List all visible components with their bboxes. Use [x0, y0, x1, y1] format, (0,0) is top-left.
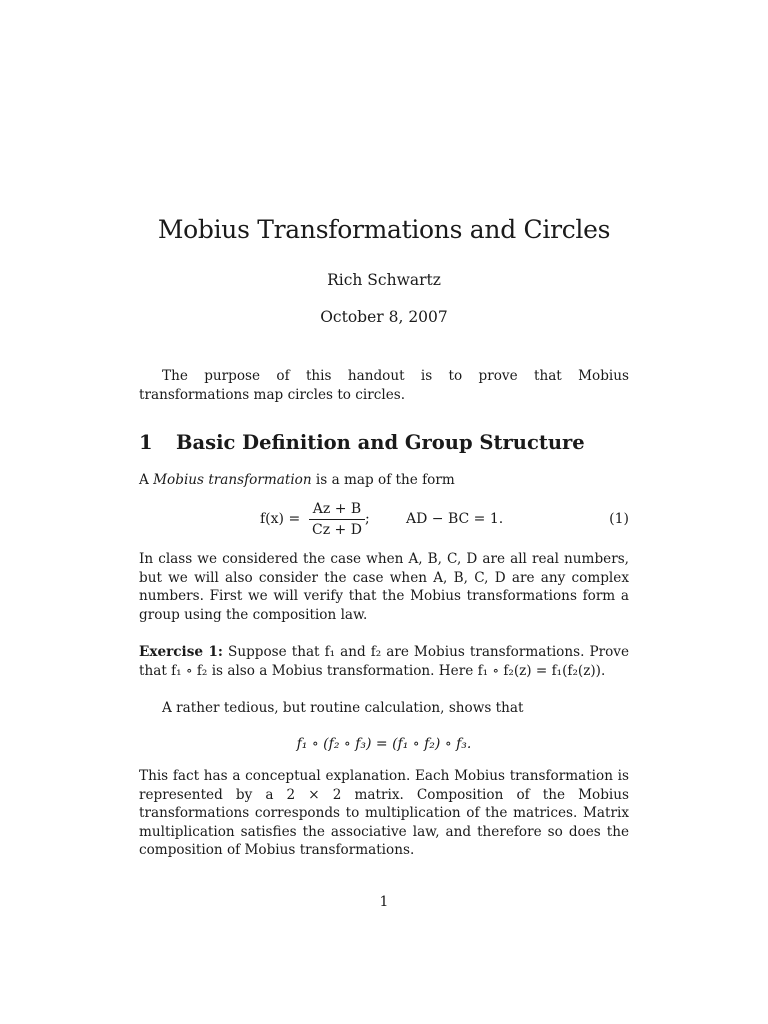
- exercise-1: [139, 643, 629, 680]
- tedious-paragraph: A rather tedious, but routine calculation, shows that: [162, 700, 524, 716]
- definition-term: Mobius transformation: [153, 472, 312, 488]
- exercise-1-text: Suppose that f₁ and f₂ are Mobius transformations. Prove that f₁ ∘ f₂ is also a Mobius transformation. Here f₁ ∘ f₂(z) = f₁(f₂(z)).: [139, 644, 630, 679]
- conceptual-paragraph: This fact has a conceptual explanation. Each Mobius transformation is represented by a 2 × 2 matrix. Composition of the Mobius transformations corresponds to multiplication of the matrices. Matrix multiplication satisfies the associative law, and therefore so does the composition of Mobius transformations.: [139, 768, 629, 859]
- fraction-bar: [309, 519, 365, 520]
- class-paragraph: In class we considered the case when A, B, C, D are all real numbers, but we will also consider the case when A, B, C, D are any complex numbers. First we will verify that the Mobius transformations form a group using the composition law.: [139, 551, 629, 623]
- section-heading: [139, 430, 639, 456]
- equation-1-numerator: Az + B: [312, 501, 362, 517]
- author-name: Rich Schwartz: [327, 271, 441, 289]
- page-number: 1: [379, 894, 389, 910]
- equation-1-condition: AD − BC = 1.: [406, 511, 504, 527]
- equation-1: [139, 500, 629, 544]
- definition-suffix: is a map of the form: [311, 472, 455, 488]
- exercise-1-label: Exercise 1:: [139, 644, 223, 660]
- definition-prefix: A: [139, 472, 154, 488]
- equation-1-lhs: f(x) =: [260, 511, 301, 527]
- equation-1-separator: ;: [365, 511, 370, 527]
- definition-paragraph: [139, 471, 629, 490]
- intro-paragraph: The purpose of this handout is to prove that Mobius transformations map circles to circles.: [139, 368, 629, 403]
- equation-1-number: (1): [609, 511, 629, 527]
- equation-1-fraction: [309, 500, 365, 539]
- section-title: Basic Definition and Group Structure: [176, 431, 585, 454]
- equation-1-denominator: Cz + D: [312, 522, 362, 538]
- paper-title: Mobius Transformations and Circles: [157, 215, 611, 244]
- section-number: 1: [139, 431, 153, 454]
- paper-date: October 8, 2007: [320, 308, 448, 326]
- equation-2: f₁ ∘ (f₂ ∘ f₃) = (f₁ ∘ f₂) ∘ f₃.: [296, 736, 472, 752]
